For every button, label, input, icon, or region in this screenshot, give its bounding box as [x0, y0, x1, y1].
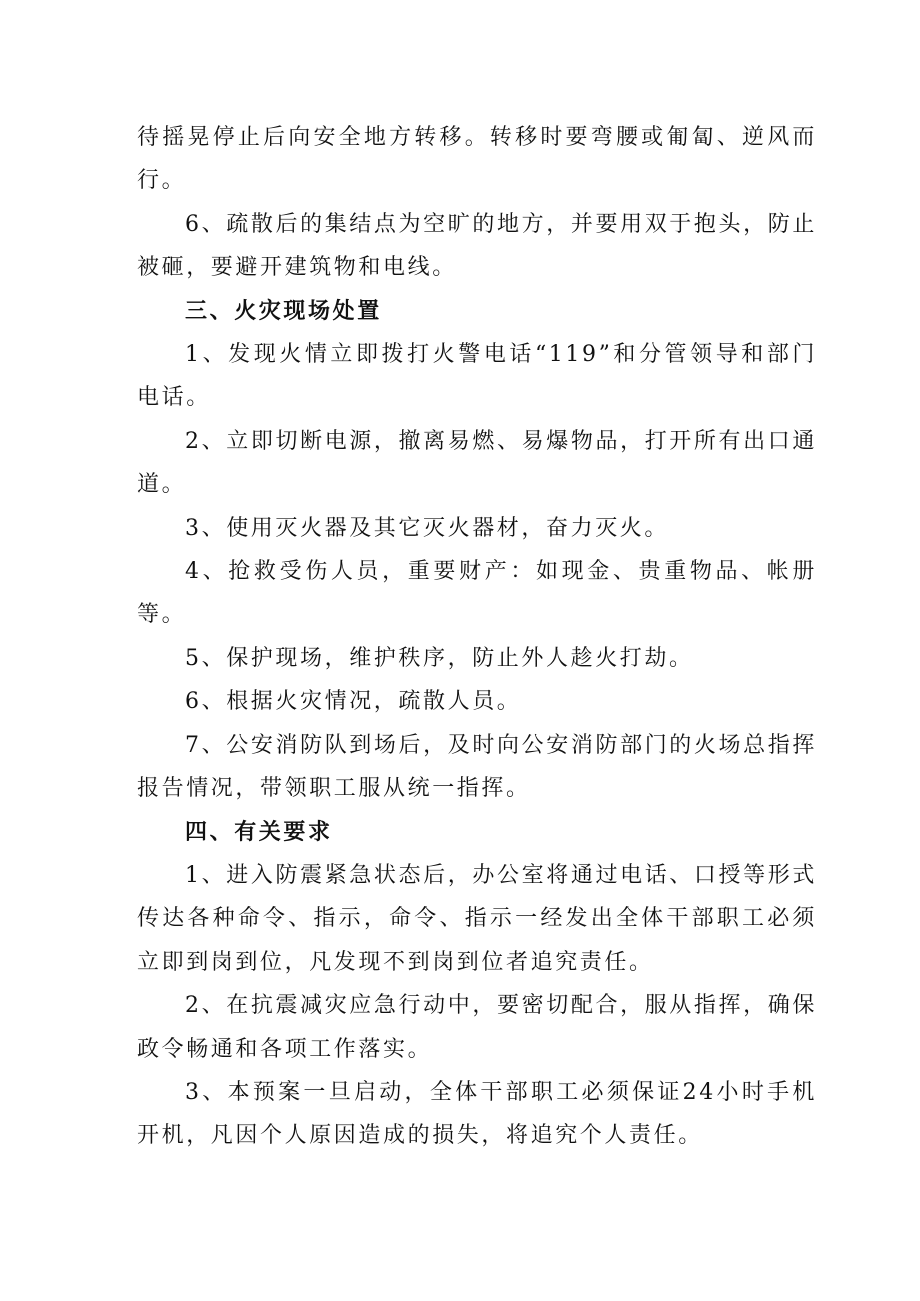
paragraph-fire-3: 3、使用灭火器及其它灭火器材，奋力灭火。 [185, 515, 669, 541]
document-body [137, 116, 817, 1158]
paragraph-requirement-2: 2、在抗震减灾应急行动中，要密切配合，服从指挥，确保政令畅通和各项工作落实。 [137, 993, 817, 1062]
section-heading-requirements: 四、有关要求 [185, 819, 333, 845]
paragraph-fire-6: 6、根据火灾情况，疏散人员。 [185, 689, 522, 715]
paragraph-fire-7: 7、公安消防队到场后，及时向公安消防部门的火场总指挥报告情况，带领职工服从统一指挥。 [137, 732, 817, 802]
section-heading-fire: 三、火灾现场处置 [185, 298, 382, 324]
paragraph-evacuation-assembly: 6、疏散后的集结点为空旷的地方，并要用双于抱头，防止被砸，要避开建筑物和电线。 [137, 211, 817, 281]
paragraph-evacuation-move: 待摇晃停止后向安全地方转移。转移时要弯腰或匍匐、逆风而行。 [137, 125, 817, 194]
paragraph-fire-1: 1、发现火情立即拨打火警电话“119”和分管领导和部门电话。 [137, 342, 817, 411]
paragraph-requirement-1: 1、进入防震紧急状态后，办公室将通过电话、口授等形式传达各种命令、指示，命令、指示一经发出全体干部职工必须立即到岗到位，凡发现不到岗到位者追究责任。 [137, 862, 817, 975]
paragraph-fire-4: 4、抢救受伤人员，重要财产：如现金、贵重物品、帐册等。 [137, 559, 817, 628]
paragraph-fire-5: 5、保护现场，维护秩序，防止外人趁火打劫。 [185, 645, 694, 671]
paragraph-requirement-3: 3、本预案一旦启动，全体干部职工必须保证24小时手机开机，凡因个人原因造成的损失，将追究个人责任。 [137, 1079, 817, 1149]
paragraph-fire-2: 2、立即切断电源，撤离易燃、易爆物品，打开所有出口通道。 [137, 428, 817, 498]
